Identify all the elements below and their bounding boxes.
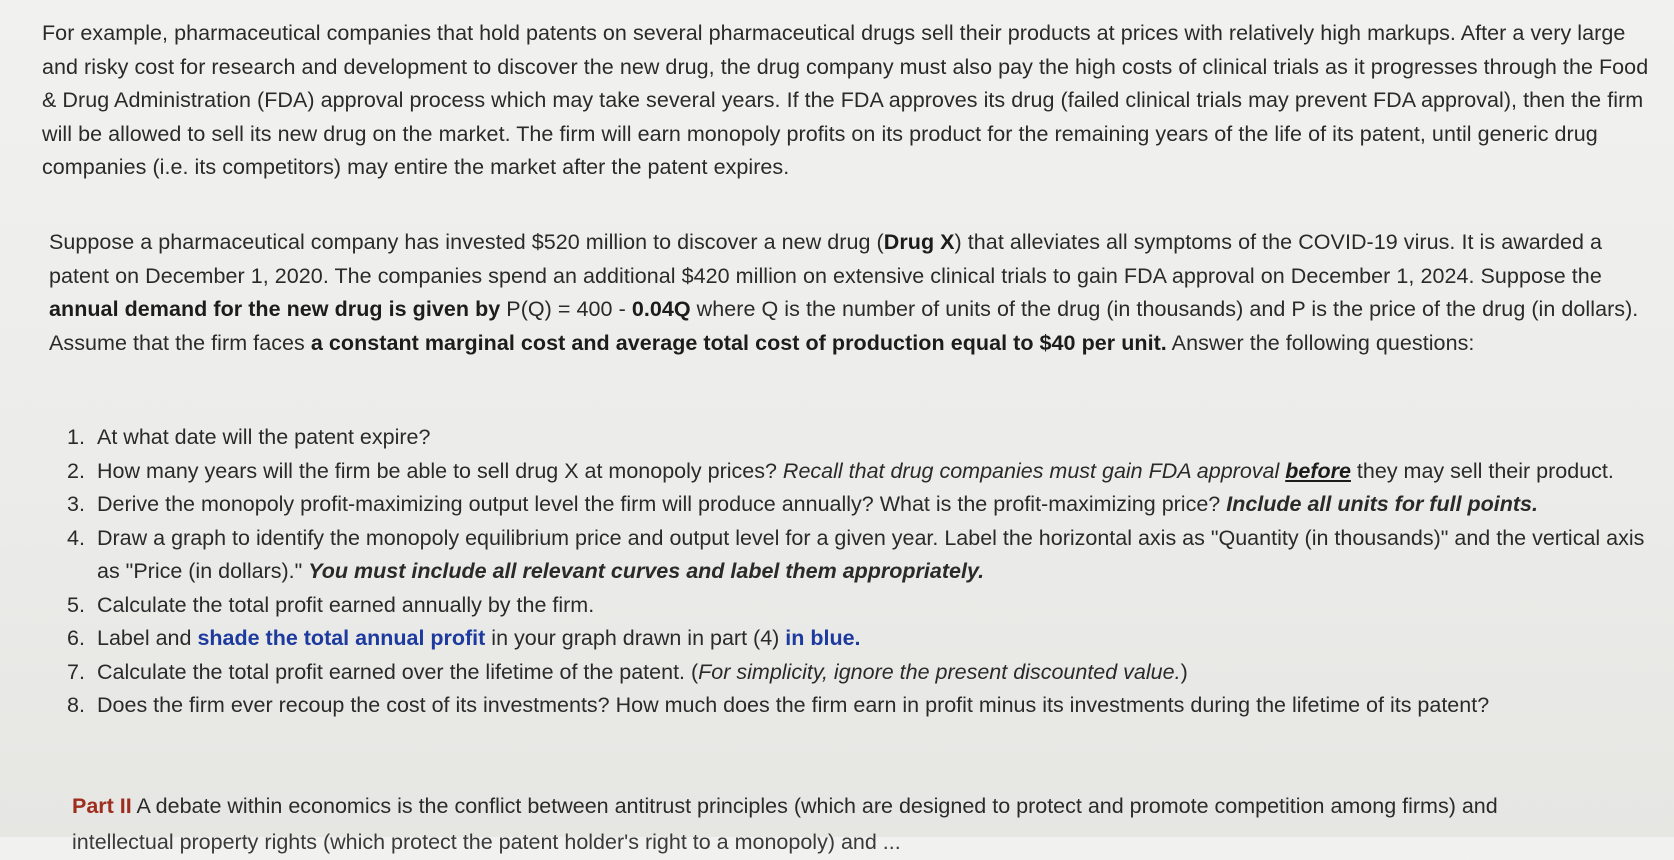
question-number: 6. — [67, 626, 85, 650]
scenario-text-4: where Q is the number of units of the drug (in thousands) and P is the price of the drug (in dollars). Assume that the firm faces — [49, 297, 1639, 355]
scenario-text-3: P(Q) = 400 - — [500, 297, 632, 321]
question-number: 8. — [67, 693, 85, 717]
question-emphasis: Include all units for full points. — [1226, 492, 1538, 516]
question-number: 5. — [67, 592, 85, 617]
question-item — [67, 488, 1657, 522]
scenario-text-1: Suppose a pharmaceutical company has invested $520 million to discover a new drug ( — [49, 230, 884, 254]
question-text-wrap — [97, 488, 1657, 522]
question-number: 2. — [67, 458, 85, 483]
question-text: Does the firm ever recoup the cost of its investments? How much does the firm earn in profit minus its investments during the lifetime of its patent? — [97, 693, 1490, 717]
question-text-wrap — [97, 656, 1657, 690]
question-mid: in your graph drawn in part (4) — [485, 626, 786, 650]
question-text-wrap — [97, 622, 1657, 656]
cost-phrase: a constant marginal cost and average total cost of production equal to $40 per unit. — [310, 330, 1167, 355]
question-underline: before — [1285, 458, 1351, 483]
part-two-cutoff-line: intellectual property rights (which protect the patent holder's right to a monopoly) and ... — [72, 830, 901, 854]
question-number: 4. — [67, 525, 85, 550]
question-italic: Recall that drug companies must gain FDA approval — [782, 458, 1286, 483]
question-text: Label and — [97, 626, 198, 650]
question-text-wrap — [97, 522, 1657, 589]
question-text: Calculate the total profit earned annually by the firm. — [97, 592, 595, 617]
question-item — [67, 622, 1657, 656]
question-text: Derive the monopoly profit-maximizing output level the firm will produce annually? What is the profit-maximizing price? — [97, 492, 1227, 516]
question-text: How many years will the firm be able to sell drug X at monopoly prices? — [97, 458, 783, 483]
question-list — [67, 421, 1657, 723]
scenario-text-5: Answer the following questions: — [1166, 330, 1475, 355]
question-emphasis: You must include all relevant curves and label them appropriately. — [308, 559, 985, 583]
question-number: 3. — [67, 492, 85, 516]
drug-name: Drug X — [883, 230, 955, 254]
question-item — [67, 522, 1657, 589]
question-tail: they may sell their product. — [1350, 458, 1614, 483]
question-italic: For simplicity, ignore the present discounted value. — [698, 659, 1181, 684]
intro-paragraph: For example, pharmaceutical companies that hold patents on several pharmaceutical drugs sell their products at prices with relatively high markups. After a very large and risky cost for research and development to discover the new drug, the drug company must also pay the high costs of clinical trials as it progresses through the Food & Drug Administration (FDA) approval process which may take several years. If the FDA approves its drug (failed clinical trials may prevent FDA approval), then the firm will be allowed to sell its new drug on the market. The firm will earn monopoly profits on its product for the remaining years of the life of its patent, until generic drug companies (i.e. its competitors) may entire the market after the patent expires. — [42, 21, 1649, 179]
question-item — [67, 689, 1657, 723]
question-blue-emphasis-2: in blue. — [785, 626, 861, 650]
question-item — [67, 656, 1657, 690]
question-blue-emphasis: shade the total annual profit — [197, 626, 486, 650]
question-text: At what date will the patent expire? — [97, 425, 431, 449]
part-two-label: Part II — [72, 794, 132, 818]
question-number: 1. — [67, 425, 85, 449]
question-item — [67, 589, 1657, 623]
question-text: Calculate the total profit earned over the lifetime of the patent. ( — [97, 659, 699, 684]
question-tail: ) — [1180, 659, 1188, 684]
question-text-wrap — [97, 455, 1657, 489]
question-text: Draw a graph to identify the monopoly equilibrium price and output level for a given year. Label the horizontal axis as "Quantity (in thousands)" and the vertical axis as "Price (in dollars)." — [97, 525, 1645, 583]
demand-phrase: annual demand for the new drug is given by — [49, 297, 501, 321]
scenario-text-2: ) that alleviates all symptoms of the COVID-19 virus. It is awarded a patent on December 1, 2020. The companies spend an additional $420 million on extensive clinical trials to gain FDA approval on December 1, 2024. Suppose the — [49, 230, 1603, 288]
part-two-text: A debate within economics is the conflict between antitrust principles (which are designed to protect and promote competition among firms) and — [131, 794, 1498, 818]
question-item — [67, 421, 1657, 455]
part-two-paragraph — [72, 790, 1662, 824]
question-number: 7. — [67, 659, 85, 684]
question-item — [67, 455, 1657, 489]
demand-slope: 0.04Q — [631, 297, 691, 321]
scenario-paragraph — [49, 226, 1654, 360]
